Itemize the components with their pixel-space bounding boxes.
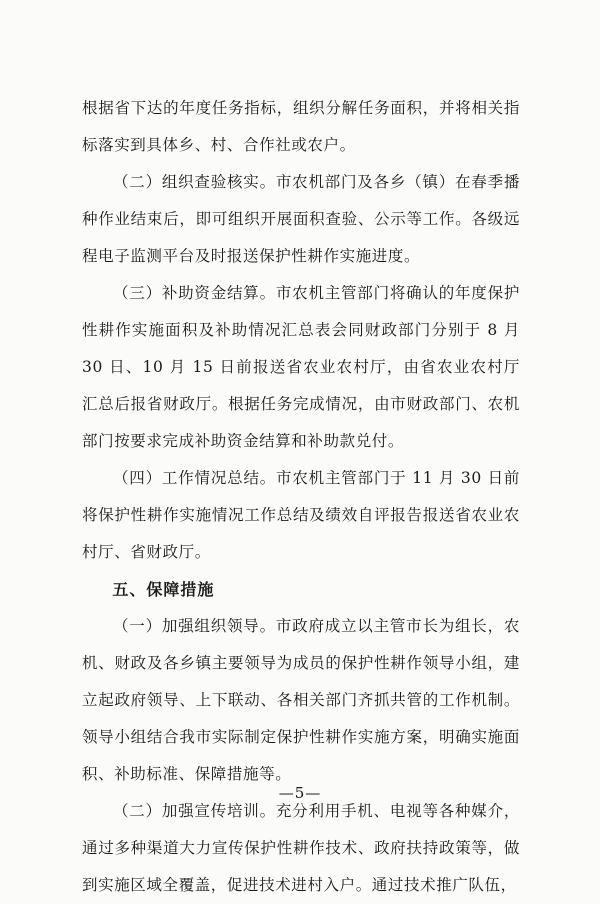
paragraph-subsidy-settlement: （三）补助资金结算。市农机主管部门将确认的年度保护性耕作实施面积及补助情况汇总表会同财政部门分别于 8 月 30 日、10 月 15 日前报送省农业农村厅，由省农业农村厅汇总后报省财政厅。根据任务完成情况，由市财政部门、农机部门按要求完成补助资金结算和补助款兑付。 [82,284,520,450]
paragraph-publicity-training: （二）加强宣传培训。充分利用手机、电视等各种媒介，通过多种渠道大力宣传保护性耕作技术、政府扶持政策等，做到实施区域全覆盖，促进技术进村入户。通过技术推广队伍， [82,802,520,894]
page-body [82,90,520,904]
paragraph-organization-leadership: （一）加强组织领导。市政府成立以主管市长为组长，农机、财政及各乡镇主要领导为成员的保护性耕作领导小组，建立起政府领导、上下联动、各相关部门齐抓共管的工作机制。领导小组结合我市实际制定保护性耕作实施方案，明确实施面积、补助标准、保障措施等。 [82,617,520,783]
paragraph-verification: （二）组织查验核实。市农机部门及各乡（镇）在春季播种作业结束后，即可组织开展面积查验、公示等工作。各级远程电子监测平台及时报送保护性耕作实施进度。 [82,173,520,265]
paragraph-work-summary: （四）工作情况总结。市农机主管部门于 11 月 30 日前将保护性耕作实施情况工作总结及绩效自评报告报送省农业农村厅、省财政厅。 [82,469,520,561]
section-heading: 五、保障措施 [112,580,215,599]
page-number: —5— [278,784,322,802]
paragraph-continuation: 根据省下达的年度任务指标，组织分解任务面积，并将相关指标落实到具体乡、村、合作社或农户。 [82,99,520,154]
